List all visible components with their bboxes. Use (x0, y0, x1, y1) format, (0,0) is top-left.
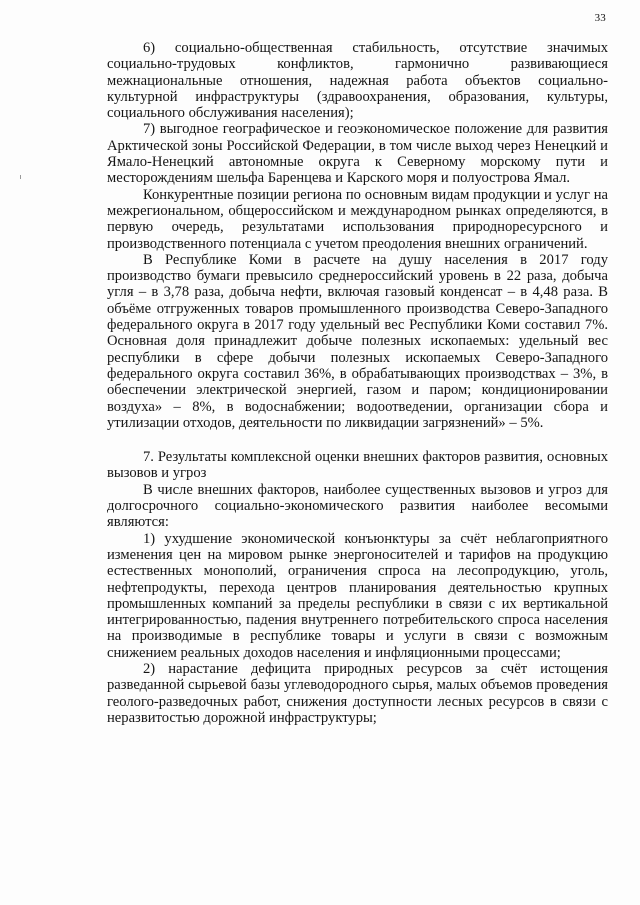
paragraph-resource-deficit: 2) нарастание дефицита природных ресурсов за счёт истощения разведанной сырьевой базы углеводородного сырья, малых объемов проведения геолого-разведочных работ, снижения доступности лесных ресурсов в связи с неразвитостью дорожной инфраструктуры; (107, 660, 608, 726)
section-heading: 7. Результаты комплексной оценки внешних факторов развития, основных вызовов и угроз (107, 449, 608, 482)
paragraph-social-stability: 6) социально-общественная стабильность, отсутствие значимых социально-трудовых конфликтов, гармонично развивающиеся межнациональные отношения, надежная работа объектов социально-культурной инфраструктуры (здравоохранения, образования, культуры, социального обслуживания населения); (107, 40, 608, 122)
paragraph-komi-statistics: В Республике Коми в расчете на душу населения в 2017 году производство бумаги превысило среднероссийский уровень в 22 раза, добыча угля – в 3,78 раза, добыча нефти, включая газовый конденсат – в 4,48 раза. В объёме отгруженных товаров промышленного производства Северо-Западного федерального округа в 2017 году удельный вес Республики Коми составил 7%. Основная доля принадлежит добыче полезных ископаемых: удельный вес республики в сфере добычи полезных ископаемых Северо-Западного федерального округа составил 36%, в обрабатывающих производствах – 3%, в обеспечении электрической энергией, газом и паром; кондиционировании воздуха» – 8%, в водоснабжении; водоотведении, организации сбора и утилизации отходов, деятельности по ликвидации загрязнений» – 5%. (107, 251, 608, 431)
paragraph-economic-conditions: 1) ухудшение экономической конъюнктуры за счёт неблагоприятного изменения цен на мировом рынке энергоносителей и тарифов на продукцию естественных монополий, ограничения спроса на лесопродукцию, уголь, нефтепродукты, перехода центров планирования деятельностью крупных промышленных компаний за пределы республики в связи с их вертикальной интегрированностью, падения внутреннего потребительского спроса населения на производимые в республике товары и услуги в связи с возможным снижением реальных доходов населения и инфляционными процессами; (107, 530, 608, 661)
document-body (107, 40, 608, 726)
paragraph-geographic-position: 7) выгодное географическое и геоэкономическое положение для развития Арктической зоны Российской Федерации, в том числе выход через Ненецкий и Ямало-Ненецкий автономные округа к Северному морскому пути и месторождениям шельфа Баренцева и Карского моря и полуострова Ямал. (107, 121, 608, 187)
paragraph-external-factors-intro: В числе внешних факторов, наиболее существенных вызовов и угроз для долгосрочного социально-экономического развития наиболее весомыми являются: (107, 481, 608, 531)
page-number: 33 (594, 12, 606, 24)
scan-edge-mark (20, 175, 21, 179)
paragraph-competitive-positions: Конкурентные позиции региона по основным видам продукции и услуг на межрегиональном, общероссийском и международном рынках определяются, в первую очередь, результатами использования природноресурсного и производственного потенциала с учетом преодоления внешних ограничений. (107, 186, 608, 252)
